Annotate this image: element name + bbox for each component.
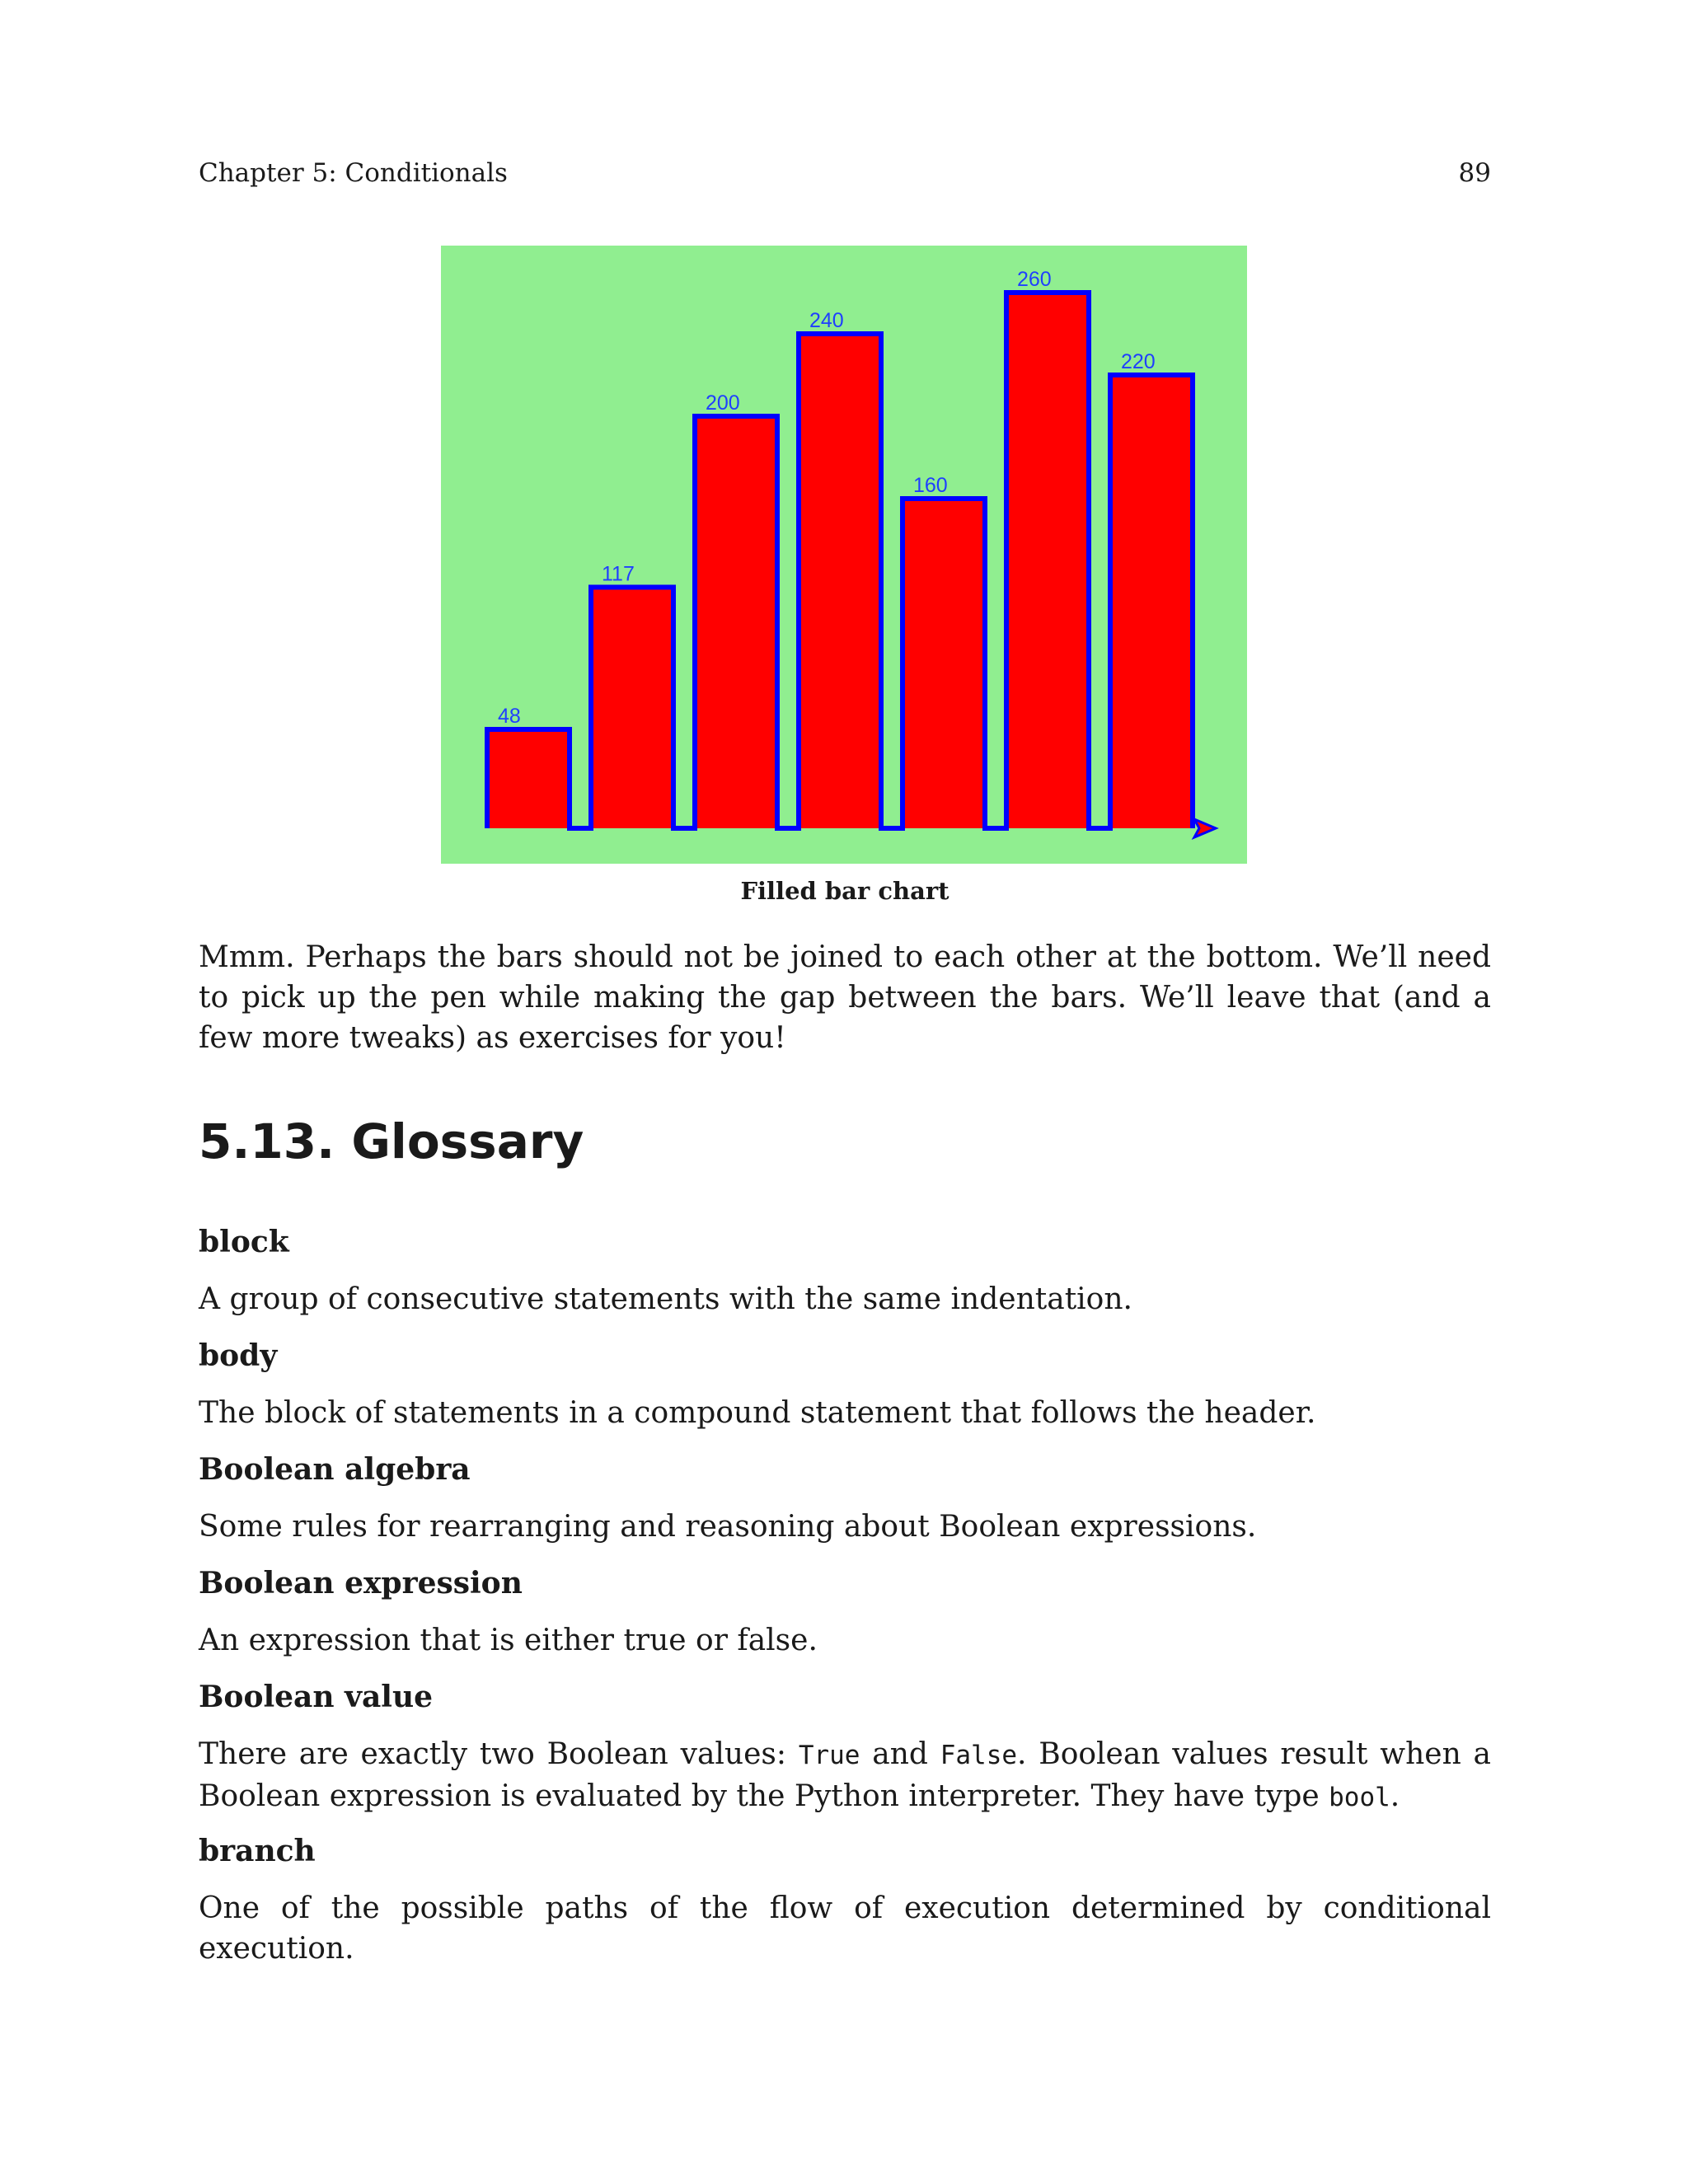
intro-paragraph: Mmm. Perhaps the bars should not be joined to each other at the bottom. We’ll need to pick up the pen while making the gap between the bars. We’ll leave that (and a few more tweaks) as exercises for you! <box>199 940 1491 1055</box>
bar <box>799 334 881 828</box>
bar <box>1110 375 1193 828</box>
bar <box>487 729 570 828</box>
glossary-term: Boolean algebra <box>199 1452 471 1487</box>
bar-value-label: 48 <box>498 705 521 728</box>
page-number: 89 <box>1458 158 1491 188</box>
glossary-term: Boolean value <box>199 1680 434 1714</box>
bar-chart <box>441 246 1247 864</box>
glossary-term: block <box>199 1225 289 1259</box>
glossary-definition: Some rules for rearranging and reasoning about Boolean expressions. <box>199 1510 1257 1544</box>
bar-value-label: 200 <box>706 391 740 415</box>
bar <box>1006 293 1089 828</box>
bar <box>695 416 777 828</box>
code-bool: bool <box>1329 1783 1390 1812</box>
section-heading: 5.13. Glossary <box>199 1113 584 1169</box>
bar-value-label: 117 <box>602 562 635 586</box>
glossary-term: Boolean expression <box>199 1566 523 1601</box>
glossary-definition: An expression that is either true or false. <box>199 1624 818 1657</box>
glossary-definition: The block of statements in a compound statement that follows the header. <box>199 1396 1316 1430</box>
glossary-definition: A group of consecutive statements with the same indentation. <box>199 1282 1132 1316</box>
figure-caption: Filled bar chart <box>740 877 950 905</box>
glossary-definition: There are exactly two Boolean values: True and False. Boolean values result when a Boolean expression is evaluated by the Python interpreter. They have type bool. <box>199 1737 1491 1813</box>
glossary-term: body <box>199 1338 278 1373</box>
glossary-term: branch <box>199 1834 316 1868</box>
glossary-definition: One of the possible paths of the flow of execution determined by conditional execution. <box>199 1891 1491 1966</box>
bar <box>903 499 985 828</box>
bar <box>591 588 673 829</box>
code-true: True <box>798 1741 860 1770</box>
chapter-title: Chapter 5: Conditionals <box>199 158 508 188</box>
code-false: False <box>940 1741 1018 1770</box>
bar-chart-figure <box>441 246 1247 864</box>
bar-value-label: 260 <box>1017 268 1052 291</box>
bar-value-label: 220 <box>1121 350 1156 373</box>
bar-value-label: 160 <box>913 474 948 497</box>
bar-value-label: 240 <box>809 309 844 332</box>
running-head <box>199 155 1491 191</box>
